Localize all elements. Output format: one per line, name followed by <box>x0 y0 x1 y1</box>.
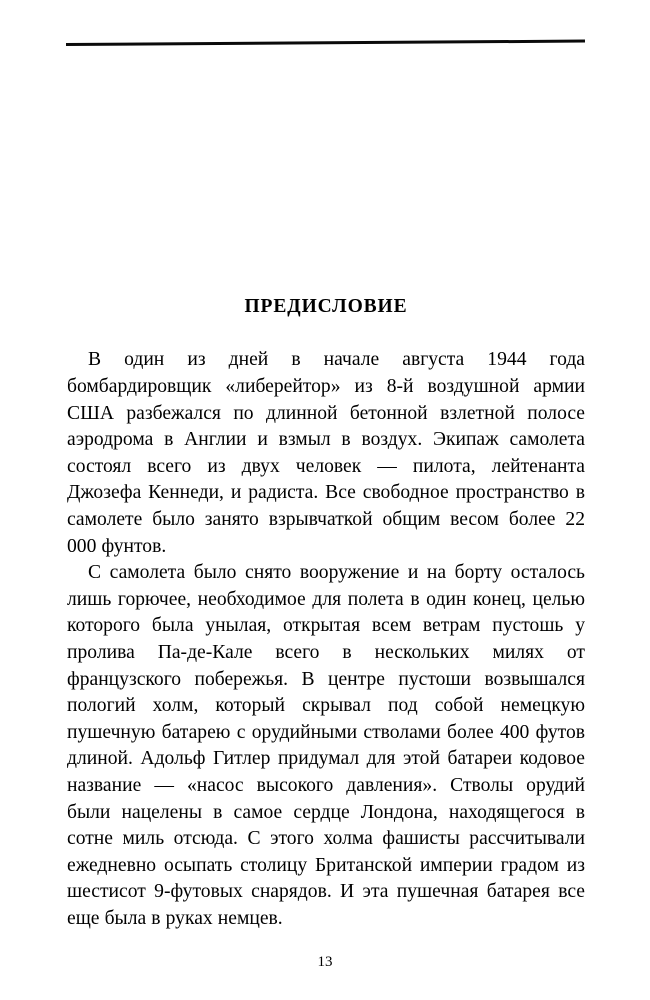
horizontal-rule <box>66 40 585 46</box>
text-column <box>67 296 585 933</box>
page-number: 13 <box>317 954 333 970</box>
body-paragraph: В один из дней в начале августа 1944 года бомбардировщик «либерейтор» из 8-й воздушной армии США разбежался по длинной бетонной взлетной полосе аэродрома в Англии и взмыл в воздух. Экипаж самолета состоял всего из двух человек — пилота, лейтенанта Джозефа Кеннеди, и радиста. Все свободное пространство в самолете было занято взрывчаткой общим весом более 22 000 фунтов. <box>67 349 585 557</box>
header-rule <box>66 38 585 52</box>
body-paragraph: С самолета было снято вооружение и на борту осталось лишь горючее, необходимое для полета в один конец, целью которого была унылая, открытая всем ветрам пустошь у пролива Па-де-Кале всего в нескольких милях от французского побережья. В центре пустоши возвышался пологий холм, который скрывал под собой немецкую пушечную батарею с орудийными стволами более 400 футов длиной. Адольф Гитлер придумал для этой батареи кодовое название — «насос высокого давления». Стволы орудий были нацелены в самое сердце Лондона, находящегося в сотне миль отсюда. С этого холма фашисты рассчитывали ежедневно осыпать столицу Британской империи градом из шестисот 9-футовых снарядов. И эта пушечная батарея все еще была в руках немцев. <box>67 562 585 929</box>
section-heading: ПРЕДИСЛОВИЕ <box>244 296 408 317</box>
